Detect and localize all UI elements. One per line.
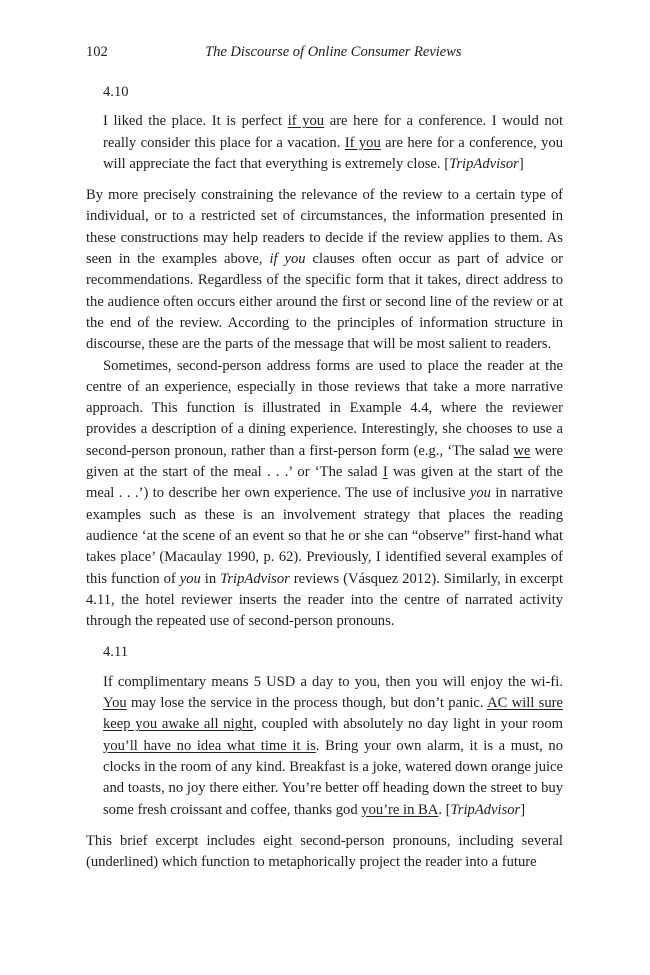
text-run: may lose the service in the process though, but don’t panic. (126, 695, 488, 712)
example-4-11 (86, 642, 563, 820)
page-header (86, 44, 562, 66)
text-run: . Bring your own alarm, it is a must, no clocks in the room of any kind. Breakfast is a joke, watered down orange juice and toasts, no joy there either. You’re better off heading down the street to buy some fresh croissant and coffee, thanks god (103, 737, 563, 818)
italic-phrase: you (179, 570, 201, 587)
example-number: 4.11 (103, 644, 128, 661)
text-run: clauses often occur as part of advice or recommendations. Regardless of the specific form that it takes, direct address to the audience often occurs either around the first or second line of the review or at the end of the review. According to the principles of information structure in discourse, these are the parts of the message that will be most salient to readers. (86, 251, 563, 353)
source-label: TripAdvisor (450, 801, 521, 818)
underlined-phrase: we (513, 442, 531, 459)
text-run: in (200, 570, 221, 587)
underlined-phrase: AC will sure keep you awake all night (103, 695, 563, 733)
underlined-phrase: You (103, 695, 127, 712)
underlined-phrase: if you (287, 113, 325, 130)
text-run: was given at the start of the meal . . .’) to describe her own experience. The use of inclusive (86, 464, 563, 502)
text-run: . [ (438, 801, 451, 818)
main-text (86, 82, 563, 873)
underlined-phrase: If you (344, 134, 381, 151)
text-run: , coupled with absolutely no day light in your room (253, 716, 563, 733)
text-run: ] (520, 801, 526, 818)
example-number: 4.10 (103, 84, 129, 100)
text-run: ] (518, 155, 524, 172)
underlined-phrase: you’re in BA (361, 801, 439, 818)
example-text (103, 111, 563, 175)
text-run: Sometimes, second-person address forms are used to place the reader at the centre of an experience, especially in those reviews that take a more narrative approach. This function is illustrated in Example 4.4, where the reviewer provides a description of a dining experience. Interestingly, she chooses to use a second-person pronoun, rather than a first-person form (e.g., ‘The salad (86, 357, 563, 459)
page-number: 102 (86, 44, 108, 60)
text-run: were given at the start of the meal . . .’ or ‘The salad (86, 442, 563, 481)
paragraph-2 (86, 356, 563, 633)
example-text (103, 672, 563, 821)
running-title: The Discourse of Online Consumer Reviews (205, 44, 462, 60)
underlined-phrase: you’ll have no idea what time it is (103, 737, 316, 754)
text-run: If complimentary means 5 USD a day to you, then you will enjoy the wi-fi. (103, 673, 563, 690)
italic-phrase: if you (269, 251, 306, 268)
paragraph-3: This brief excerpt includes eight second-person pronouns, including several (underlined) which function to metaphorically project the reader into a future (86, 832, 563, 871)
text-run: reviews (Vásquez 2012). Similarly, in excerpt 4.11, the hotel reviewer inserts the reader into the centre of narrated activity through the repeated use of second-person pronouns. (86, 570, 563, 630)
italic-phrase: TripAdvisor (220, 570, 290, 587)
source-label: TripAdvisor (449, 155, 519, 172)
text-run: By more precisely constraining the relevance of the review to a certain type of individual, or to a restricted set of circumstances, the information presented in these constructions may help readers to decide if the review applies to them. As seen in the examples above, (86, 187, 563, 268)
text-run: are here for a conference. I would not really consider this place for a vacation. (103, 113, 563, 151)
example-4-10 (86, 82, 563, 175)
text-run: are here for a conference, you will appreciate the fact that everything is extremely close. [ (103, 134, 563, 172)
paragraph-1 (86, 185, 563, 355)
underlined-phrase: I (382, 464, 388, 481)
text-run: I liked the place. It is perfect (103, 113, 288, 130)
italic-phrase: you (469, 485, 491, 502)
text-run: in narrative examples such as these is an involvement strategy that places the reading audience ‘at the scene of an event so that he or she can “observe” first-hand what takes place’ (Macaulay 1990, p. 62). Previously, I identified several examples of this function of (86, 485, 563, 587)
